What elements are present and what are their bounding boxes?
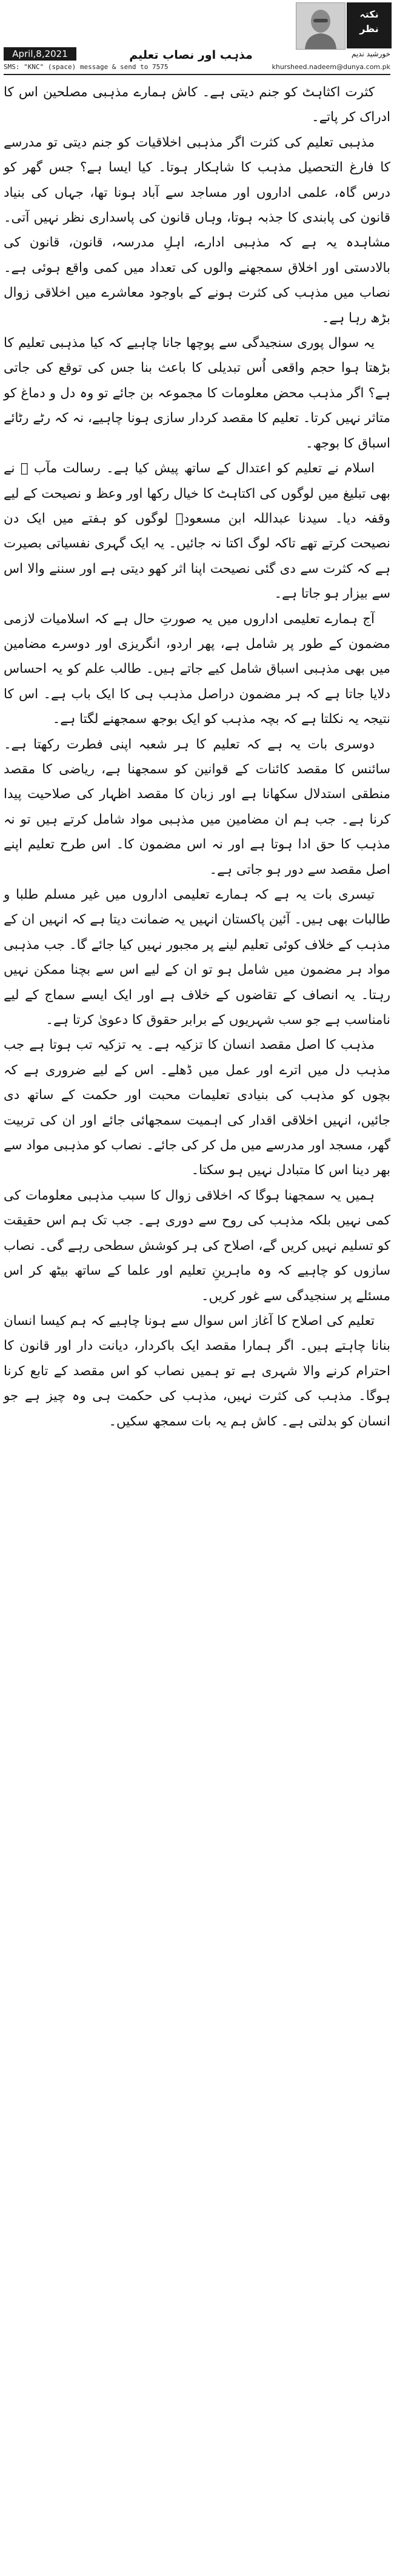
paragraph: تعلیم کی اصلاح کا آغاز اس سوال سے ہونا چاہیے کہ ہم کیسا انسان بنانا چاہتے ہیں۔ اگر ہمارا مقصد ایک باکردار، دیانت دار اور قانون کا احترام کرنے والا شہری ہے تو ہمیں نصاب کو اس مقصد کے تابع کرنا ہوگا۔ مذہب کی کثرت نہیں، مذہب کی حکمت ہی وہ چیز ہے جو انسان کو بدلتی ہے۔ کاش ہم یہ بات سمجھ سکیں۔: [4, 1313, 390, 1429]
author-photo: [296, 2, 346, 50]
article-title: مذہب اور نصاب تعلیم: [129, 48, 253, 62]
author-name: خورشید ندیم: [351, 50, 390, 58]
author-email[interactable]: khursheed.nadeem@dunya.com.pk: [272, 63, 390, 71]
brand-line-2: نظر: [359, 23, 379, 35]
paragraph: دوسری بات یہ ہے کہ تعلیم کا ہر شعبہ اپنی فطرت رکھتا ہے۔ سائنس کا مقصد کائنات کے قوانین کو سمجھنا ہے، ریاضی کا مقصد منطقی استدلال سکھانا ہے اور زبان کا مقصد اظہار کی صلاحیت پیدا کرنا ہے۔ جب ہم ان مضامین میں مذہبی مواد شامل کرتے ہیں تو نہ مذہب کا حق ادا ہوتا ہے اور نہ اس مضمون کا۔ اس طرح تعلیم اپنے اصل مقصد سے دور ہو جاتی ہے۔: [4, 736, 390, 877]
column-header: [0, 0, 394, 74]
brand-line-1: نکتہ: [359, 8, 379, 20]
paragraph: مذہب کا اصل مقصد انسان کا تزکیہ ہے۔ یہ تزکیہ تب ہوتا ہے جب مذہب دل میں اترے اور عمل میں ڈھلے۔ اس کے لیے ضروری ہے کہ بچوں کو مذہب کی بنیادی تعلیمات محبت اور حکمت کے ساتھ دی جائیں، انہیں اخلاقی اقدار کی اہمیت سمجھائی جائے اور ان کی تربیت گھر، مسجد اور مدرسے میں مل کر کی جائے۔ نصاب کو مذہبی مواد سے بھر دینا اس کا متبادل نہیں ہو سکتا۔: [4, 1037, 390, 1178]
column-brand-logo: [347, 2, 392, 48]
header-divider: [4, 74, 390, 75]
author-portrait-icon: [296, 3, 345, 49]
publication-date: April,8,2021: [4, 47, 76, 61]
paragraph: کثرت اکثاہٹ کو جنم دیتی ہے۔ کاش ہمارے مذہبی مصلحین اس کا ادراک کر پاتے۔: [4, 85, 390, 125]
paragraph: مذہبی تعلیم کی کثرت اگر مذہبی اخلاقیات کو جنم دیتی تو مدرسے کا فارغ التحصیل مذہب کا شاہکار ہوتا۔ کیا ایسا ہے؟ جس گھر کو درس گاہ، علمی اداروں اور مساجد سے آباد ہونا تھا، جہاں کی بنیاد قانون کی پابندی کا جذبہ ہوتا، وہاں قانون کی پاسداری نظر نہیں آتی۔ مشاہدہ یہ ہے کہ مذہبی ادارے، اہلِ مدرسہ، قانون، قانون کی بالادستی اور اخلاق سمجھنے والوں کی تعداد میں کمی واقع ہوئی ہے۔ نصاب میں مذہب کی کثرت ہونے کے باوجود معاشرے میں اخلاقی زوال بڑھ رہا ہے۔: [4, 134, 390, 326]
paragraph: یہ سوال پوری سنجیدگی سے پوچھا جانا چاہیے کہ کیا مذہبی تعلیم کا بڑھتا ہوا حجم واقعی اُس تبدیلی کا باعث بنا جس کی توقع کی جاتی ہے؟ اگر مذہب محض معلومات کا مجموعہ بن جائے تو وہ دل و دماغ کو متاثر نہیں کرتا۔ تعلیم کا مقصد کردار سازی ہونا چاہیے، نہ کہ رٹے رٹائے اسباق کا بوجھ۔: [4, 335, 390, 451]
sms-instruction: SMS: "KNC" (space) message & send to 7575: [4, 63, 169, 71]
paragraph: اسلام نے تعلیم کو اعتدال کے ساتھ پیش کیا ہے۔ رسالت مآب ﷺ نے بھی تبلیغ میں لوگوں کی اکتاہٹ کا خیال رکھا اور وعظ و نصیحت کے لیے وقفہ دیا۔ سیدنا عبداللہ ابن مسعودؓ لوگوں کو ہفتے میں ایک دن نصیحت کرتے تھے تاکہ لوگ اکتا نہ جائیں۔ یہ ایک گہری نفسیاتی بصیرت ہے کہ کثرت سے دی گئی نصیحت اپنا اثر کھو دیتی ہے اور سننے والا اس سے بیزار ہو جاتا ہے۔: [4, 461, 390, 602]
article-body: [4, 80, 390, 1434]
paragraph: تیسری بات یہ ہے کہ ہمارے تعلیمی اداروں میں غیر مسلم طلبا و طالبات بھی ہیں۔ آئین پاکستان انہیں یہ ضمانت دیتا ہے کہ انہیں ان کے مذہب کے خلاف کوئی تعلیم لینے پر مجبور نہیں کیا جائے گا۔ جب مذہبی مواد ہر مضمون میں شامل ہو تو ان کے لیے اس سے بچنا ممکن نہیں رہتا۔ یہ انصاف کے تقاضوں کے خلاف ہے اور ایک ایسے سماج کے لیے نامناسب ہے جو سب شہریوں کے برابر حقوق کا دعویٰ کرتا ہے۔: [4, 887, 390, 1028]
paragraph: ہمیں یہ سمجھنا ہوگا کہ اخلاقی زوال کا سبب مذہبی معلومات کی کمی نہیں بلکہ مذہب کی روح سے دوری ہے۔ جب تک ہم اس حقیقت کو تسلیم نہیں کریں گے، اصلاح کی ہر کوشش سطحی رہے گی۔ نصاب سازوں کو چاہیے کہ وہ ماہرینِ تعلیم اور علما کے ساتھ بیٹھ کر اس مسئلے پر سنجیدگی سے غور کریں۔: [4, 1187, 390, 1304]
paragraph: آج ہمارے تعلیمی اداروں میں یہ صورتِ حال ہے کہ اسلامیات لازمی مضمون کے طور پر شامل ہے، پھر اردو، انگریزی اور دوسرے مضامین میں بھی مذہبی اسباق شامل کیے جاتے ہیں۔ طالب علم کو یہ احساس دلایا جاتا ہے کہ ہر مضمون دراصل مذہب ہی کا ایک باب ہے۔ اس کا نتیجہ یہ نکلتا ہے کہ بچہ مذہب کو ایک بوجھ سمجھنے لگتا ہے۔: [4, 611, 390, 727]
